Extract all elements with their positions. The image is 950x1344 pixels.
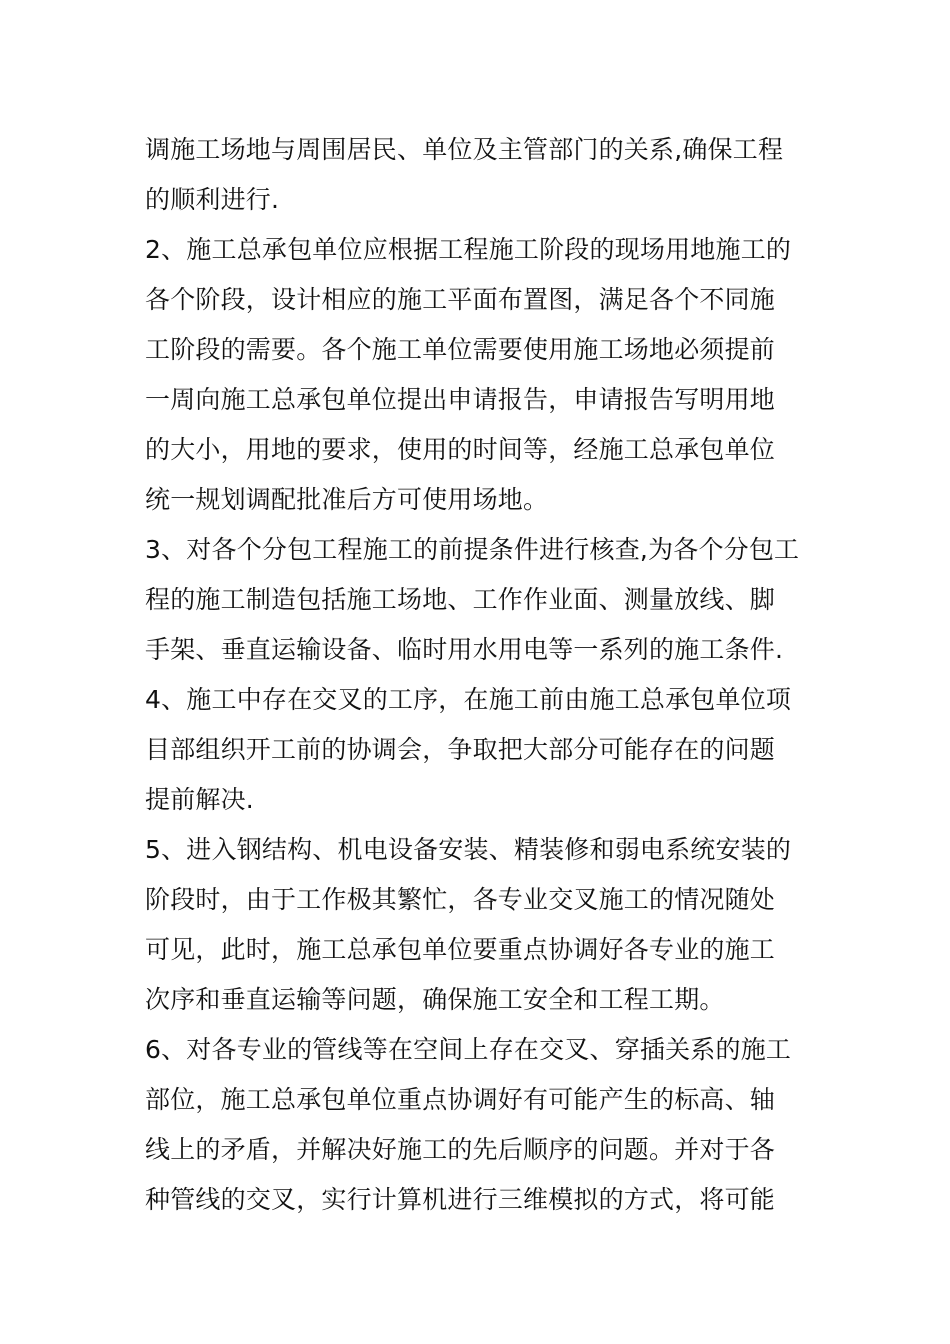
text-line: 目部组织开工前的协调会，争取把大部分可能存在的问题 bbox=[145, 735, 776, 764]
text-line: 提前解决. bbox=[145, 785, 254, 814]
text-line: 部位，施工总承包单位重点协调好有可能产生的标高、轴 bbox=[145, 1085, 776, 1114]
text-line: 的大小，用地的要求，使用的时间等，经施工总承包单位 bbox=[145, 435, 776, 464]
text-line: 种管线的交叉，实行计算机进行三维模拟的方式，将可能 bbox=[145, 1185, 776, 1214]
text-line: 统一规划调配批准后方可使用场地。 bbox=[145, 485, 549, 514]
text-line: 线上的矛盾，并解决好施工的先后顺序的问题。并对于各 bbox=[145, 1135, 776, 1164]
text-line: 3、对各个分包工程施工的前提条件进行核查,为各个分包工 bbox=[145, 535, 800, 564]
text-line: 调施工场地与周围居民、单位及主管部门的关系,确保工程 bbox=[145, 135, 784, 164]
text-line: 工阶段的需要。各个施工单位需要使用施工场地必须提前 bbox=[145, 335, 776, 364]
text-line: 一周向施工总承包单位提出申请报告，申请报告写明用地 bbox=[145, 385, 776, 414]
text-line: 4、施工中存在交叉的工序，在施工前由施工总承包单位项 bbox=[145, 685, 792, 714]
text-line: 2、施工总承包单位应根据工程施工阶段的现场用地施工的 bbox=[145, 235, 792, 264]
text-line: 程的施工制造包括施工场地、工作作业面、测量放线、脚 bbox=[145, 585, 776, 614]
text-line: 次序和垂直运输等问题，确保施工安全和工程工期。 bbox=[145, 985, 725, 1014]
text-line: 的顺利进行. bbox=[145, 185, 280, 214]
text-line: 手架、垂直运输设备、临时用水用电等一系列的施工条件. bbox=[145, 635, 784, 664]
text-line: 6、对各专业的管线等在空间上存在交叉、穿插关系的施工 bbox=[145, 1035, 792, 1064]
text-line: 阶段时，由于工作极其繁忙，各专业交叉施工的情况随处 bbox=[145, 885, 776, 914]
text-line: 可见，此时，施工总承包单位要重点协调好各专业的施工 bbox=[145, 935, 776, 964]
body-text bbox=[145, 125, 825, 1225]
text-line: 5、进入钢结构、机电设备安装、精装修和弱电系统安装的 bbox=[145, 835, 792, 864]
text-line: 各个阶段，设计相应的施工平面布置图，满足各个不同施 bbox=[145, 285, 776, 314]
